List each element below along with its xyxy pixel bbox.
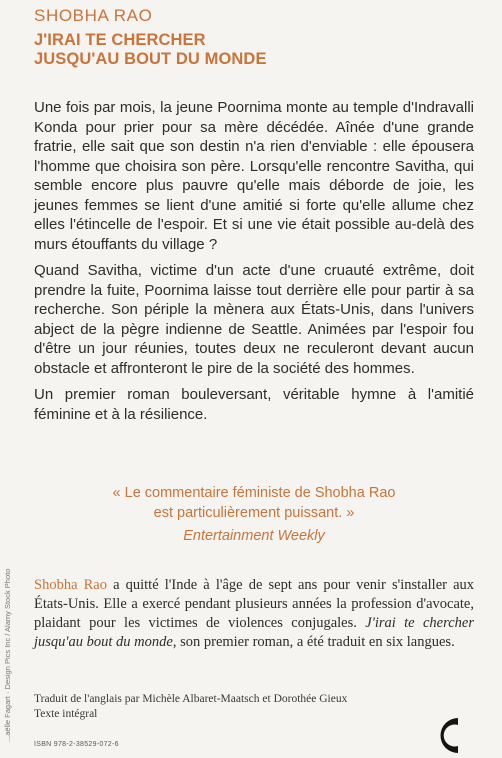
author-bio-book-title: J'irai te chercher jusqu'au bout du monde <box>34 615 474 650</box>
blurb-paragraph-3: Un premier roman bouleversant, véritable hymne à l'amitié féminine et à la résilience. <box>34 386 474 423</box>
book-title-line-1: J'IRAI TE CHERCHER <box>34 31 206 49</box>
press-quote <box>34 483 474 546</box>
crescent-c-logo-icon <box>428 712 468 753</box>
blurb-paragraph-1: Une fois par mois, la jeune Poornima monte au temple d'Indravalli Konda pour prier pour sa mère décédée. Aînée d'une grande fratrie, elle sait que son destin n'a rien d'enviable : elle épousera l'homme que choisira son père. Lorsqu'elle rencontre Savitha, qui semble encore plus pauvre qu'elle mais déborde de joie, les jeunes femmes se lient d'une amitié si forte qu'elle allume chez elles l'étincelle de l'espoir. Et si une vie était possible au-delà des murs étouffants du village ? <box>34 99 474 253</box>
author-name: SHOBHA RAO <box>34 6 153 25</box>
author-bio <box>34 576 474 652</box>
blurb <box>34 98 474 431</box>
press-quote-line-2: est particulièrement puissant. » <box>153 505 355 521</box>
credits <box>34 692 474 722</box>
blurb-paragraph-2: Quand Savitha, victime d'un acte d'une cruauté extrême, doit prendre la fuite, Poornima laisse tout derrière elle pour partir à sa recherche. Son périple la mènera aux États-Unis, dans l'univers abject de la pègre indienne de Seattle. Animées par l'espoir fou d'être un jour réunies, toutes deux ne reculeront devant aucun obstacle et affronteront le pire de la société des hommes. <box>34 262 474 377</box>
isbn: ISBN 978-2-38529-072-6 <box>34 741 119 748</box>
book-title <box>34 31 267 69</box>
press-quote-line-1: « Le commentaire féministe de Shobha Rao <box>112 485 396 501</box>
press-quote-source: Entertainment Weekly <box>183 528 325 544</box>
integral-text-note: Texte intégral <box>34 708 98 720</box>
author-bio-text-1: a quitté l'Inde à l'âge de sept ans pour venir s'installer aux États-Unis. Elle a exercé pendant plusieurs années la profession d'avocate, plaidant pour les victimes de violences conjugales. <box>34 577 474 631</box>
translation-credit: Traduit de l'anglais par Michèle Albaret-Maatsch et Dorothée Gieux <box>34 693 348 705</box>
author-bio-text-2: , son premier roman, a été traduit en six langues. <box>172 634 455 650</box>
publisher-logo-svg <box>428 712 468 753</box>
author-bio-name: Shobha Rao <box>34 577 107 593</box>
photo-credit: ...aëlle Fagart · Design Pics Inc / Alamy Stock Photo <box>3 568 12 742</box>
book-title-line-2: JUSQU'AU BOUT DU MONDE <box>34 50 267 68</box>
